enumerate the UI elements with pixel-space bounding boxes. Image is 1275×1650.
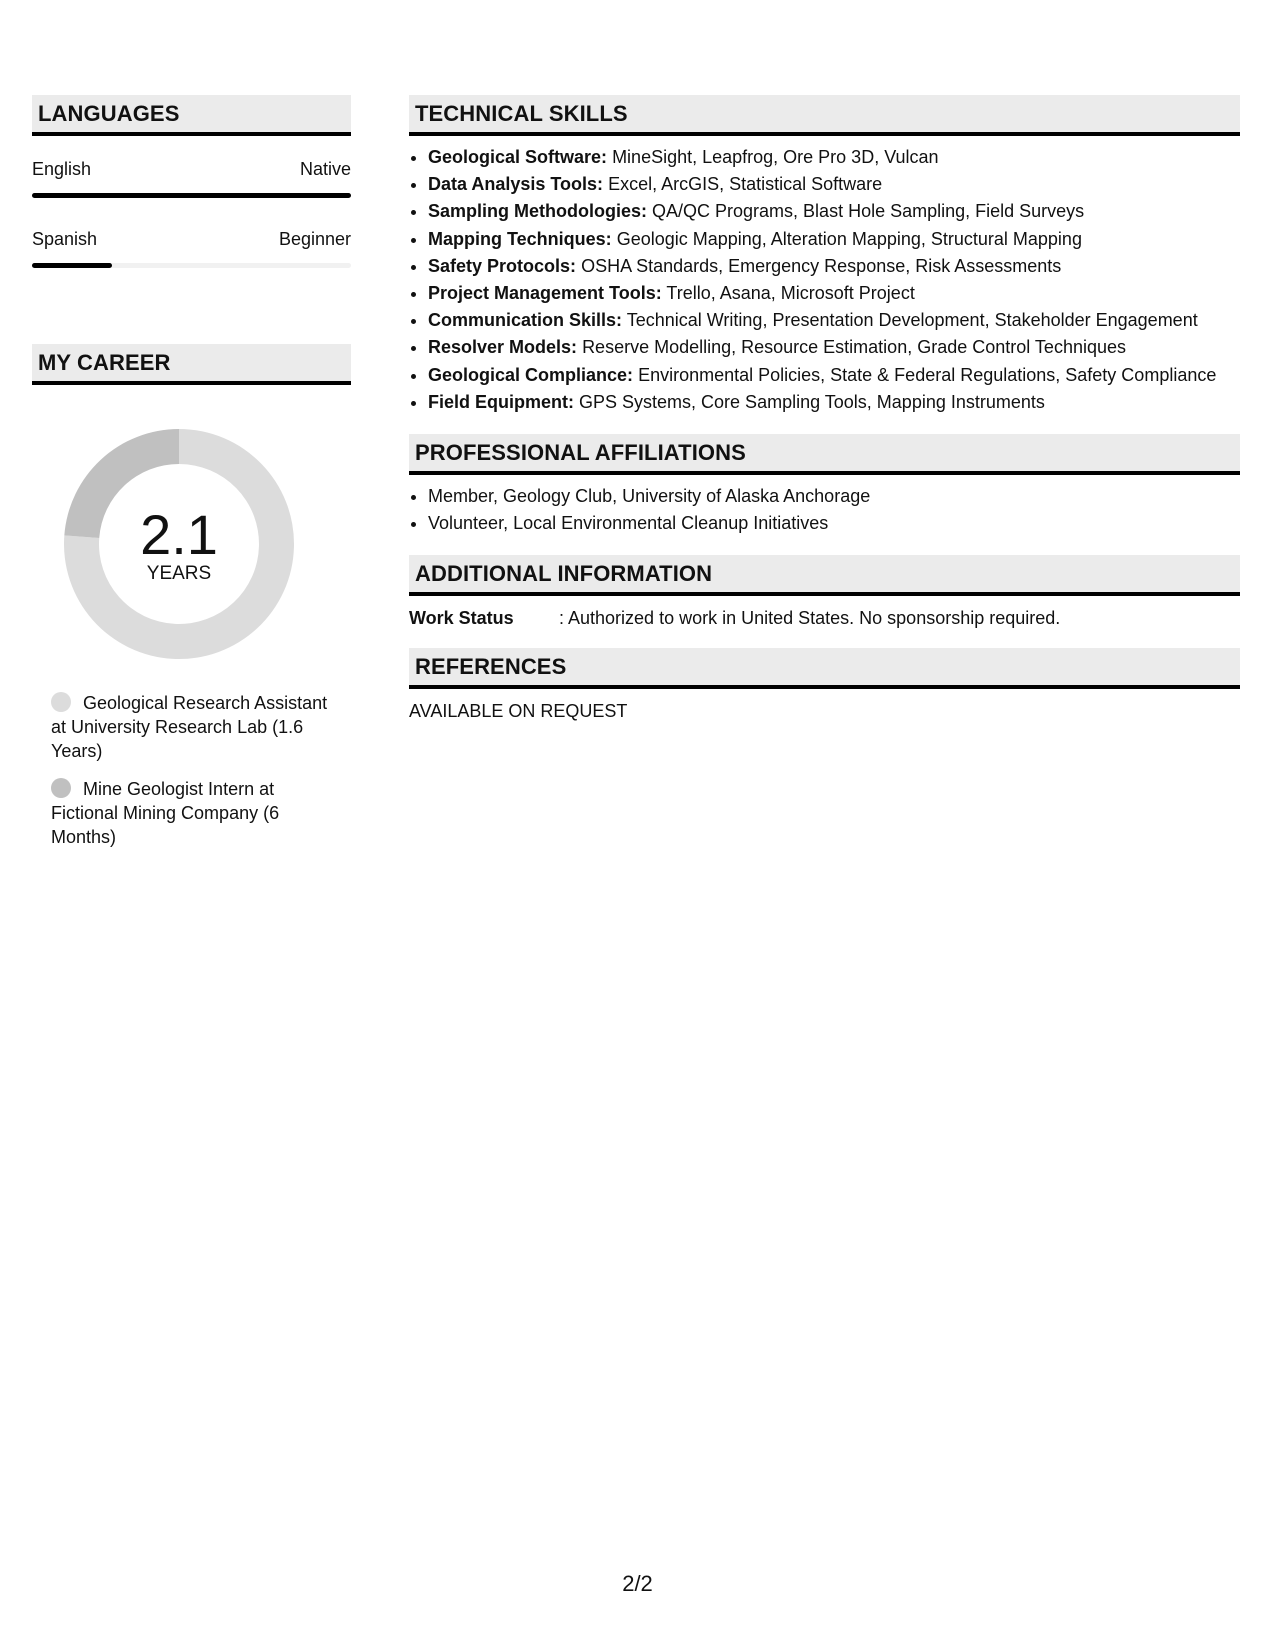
skill-label: Data Analysis Tools: [428,174,604,195]
references-text: AVAILABLE ON REQUEST [409,701,628,722]
work-status-row [409,606,1240,630]
skill-text: Reserve Modelling, Resource Estimation, Grade Control Techniques [582,337,1126,358]
legend-dot-icon [51,692,71,712]
work-status-label: Work Status [409,608,514,629]
language-name: Spanish [32,229,98,249]
languages-heading: LANGUAGES [32,95,351,136]
career-legend-item [51,691,331,763]
references-heading: REFERENCES [409,648,1240,689]
career-total-unit: YEARS [146,563,212,584]
affiliations-heading: PROFESSIONAL AFFILIATIONS [409,434,1240,475]
skill-text: MineSight, Leapfrog, Ore Pro 3D, Vulcan [612,147,939,167]
language-level: Native [299,159,351,179]
skill-text: Technical Writing, Presentation Development, Stakeholder Engagement [626,310,1198,331]
career-legend-item [51,777,331,849]
skill-label: Field Equipment: [428,391,574,412]
page-number: 2/2 [622,1571,653,1596]
career-heading: MY CAREER [32,344,351,385]
skill-text: GPS Systems, Core Sampling Tools, Mapping Instruments [579,391,1045,412]
language-row-english [32,158,351,198]
language-bar-fill [32,193,351,198]
affiliation-item: • Member, Geology Club, University of Alaska Anchorage [428,483,1240,510]
language-row-spanish [32,228,351,268]
additional-info-heading: ADDITIONAL INFORMATION [409,555,1240,596]
skill-text: Geologic Mapping, Alteration Mapping, Structural Mapping [616,228,1082,249]
skill-item [428,389,1240,416]
career-total-years: 2.1 [140,503,218,566]
language-level: Beginner [278,229,351,249]
legend-dot-icon [51,778,71,798]
skill-item [428,198,1240,225]
skill-label: Mapping Techniques: [428,228,612,249]
skill-label: Resolver Models: [428,337,578,358]
language-name: English [32,159,92,179]
career-legend [51,691,331,849]
language-bar-fill [32,263,112,268]
skill-label: Geological Compliance: [428,364,634,385]
language-bar-track [32,263,351,268]
skill-text: OSHA Standards, Emergency Response, Risk Assessments [581,255,1062,276]
affiliations-list [409,483,1240,537]
career-legend-label: Mine Geologist Intern at Fictional Mining Company (6 Months) [51,779,280,847]
skill-text: Trello, Asana, Microsoft Project [666,283,915,304]
skill-text: QA/QC Programs, Blast Hole Sampling, Field Surveys [652,201,1085,222]
skill-label: Communication Skills: [428,310,623,331]
skill-label: Sampling Methodologies: [428,201,647,222]
skill-item [428,362,1240,389]
career-donut-chart [64,429,294,659]
skill-label: Safety Protocols: [428,255,577,276]
career-legend-label: Geological Research Assistant at University Research Lab (1.6 Years) [51,693,328,761]
work-status-value: : Authorized to work in United States. No sponsorship required. [559,608,1061,629]
language-bar-track [32,193,351,198]
skill-item [428,280,1240,307]
left-column [32,95,351,863]
skill-item [428,171,1240,198]
skill-item [428,144,1240,171]
skill-text: Excel, ArcGIS, Statistical Software [608,174,883,195]
skill-item [428,307,1240,334]
technical-skills-list [409,144,1240,416]
skill-item [428,253,1240,280]
affiliation-item: • Volunteer, Local Environmental Cleanup Initiatives [428,510,1240,537]
technical-skills-heading: TECHNICAL SKILLS [409,95,1240,136]
right-column [409,95,1240,723]
skill-item [428,334,1240,361]
skill-item [428,226,1240,253]
skill-text: Environmental Policies, State & Federal Regulations, Safety Compliance [638,364,1217,385]
skill-label: Geological Software: [428,147,608,167]
skill-label: Project Management Tools: [428,283,662,304]
